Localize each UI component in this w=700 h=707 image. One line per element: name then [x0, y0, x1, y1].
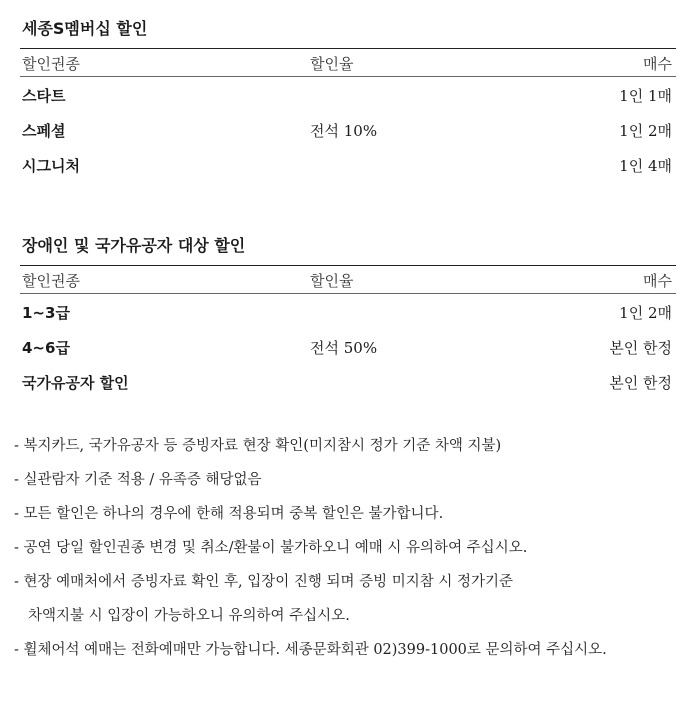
notice-item: - 휠체어석 예매는 전화예매만 가능합니다. 세종문화회관 02)399-1000로 문의하여 주십시오. [14, 642, 607, 658]
notice-item-continuation: 차액지불 시 입장이 가능하오니 유의하여 주십시오. [28, 608, 350, 624]
header-discount-rate: 할인율 [310, 272, 354, 290]
notice-item: - 모든 할인은 하나의 경우에 한해 적용되며 중복 할인은 불가합니다. [14, 506, 444, 522]
header-discount-rate: 할인율 [310, 55, 354, 73]
section-title: 장애인 및 국가유공자 대상 할인 [22, 236, 246, 255]
ticket-count: 1인 2매 [619, 304, 672, 322]
section-title: 세종S멤버십 할인 [22, 19, 148, 38]
ticket-type: 4~6급 [22, 339, 70, 357]
table-header [20, 266, 676, 294]
notice-item: - 실관람자 기준 적용 / 유족증 해당없음 [14, 472, 262, 488]
discount-table [20, 265, 676, 399]
table-row [20, 77, 676, 112]
table-row [20, 147, 676, 182]
ticket-count: 본인 한정 [609, 374, 672, 392]
table-row [20, 364, 676, 399]
table-header [20, 49, 676, 77]
notice-list [14, 436, 684, 674]
membership-discount-section [20, 19, 676, 182]
notice-item: - 공연 당일 할인권종 변경 및 취소/환불이 불가하오니 예매 시 유의하여 주십시오. [14, 540, 528, 556]
header-ticket-type: 할인권종 [22, 272, 80, 290]
discount-rate: 전석 50% [310, 339, 378, 357]
ticket-count: 본인 한정 [609, 339, 672, 357]
header-count: 매수 [643, 272, 672, 290]
ticket-type: 시그니처 [22, 157, 80, 175]
header-count: 매수 [643, 55, 672, 73]
header-ticket-type: 할인권종 [22, 55, 80, 73]
ticket-count: 1인 1매 [619, 87, 672, 105]
table-row [20, 329, 676, 364]
discount-rate: 전석 10% [310, 122, 378, 140]
table-row [20, 294, 676, 329]
ticket-type: 국가유공자 할인 [22, 374, 129, 392]
table-row [20, 112, 676, 147]
ticket-type: 1~3급 [22, 304, 70, 322]
ticket-type: 스페셜 [22, 122, 66, 140]
ticket-count: 1인 4매 [619, 157, 672, 175]
disability-veteran-discount-section [20, 236, 676, 399]
notice-item: - 복지카드, 국가유공자 등 증빙자료 현장 확인(미지참시 정가 기준 차액 지불) [14, 438, 502, 454]
ticket-type: 스타트 [22, 87, 66, 105]
discount-table [20, 48, 676, 182]
notice-item: - 현장 예매처에서 증빙자료 확인 후, 입장이 진행 되며 증빙 미지참 시 정가기준 [14, 574, 514, 590]
ticket-count: 1인 2매 [619, 122, 672, 140]
